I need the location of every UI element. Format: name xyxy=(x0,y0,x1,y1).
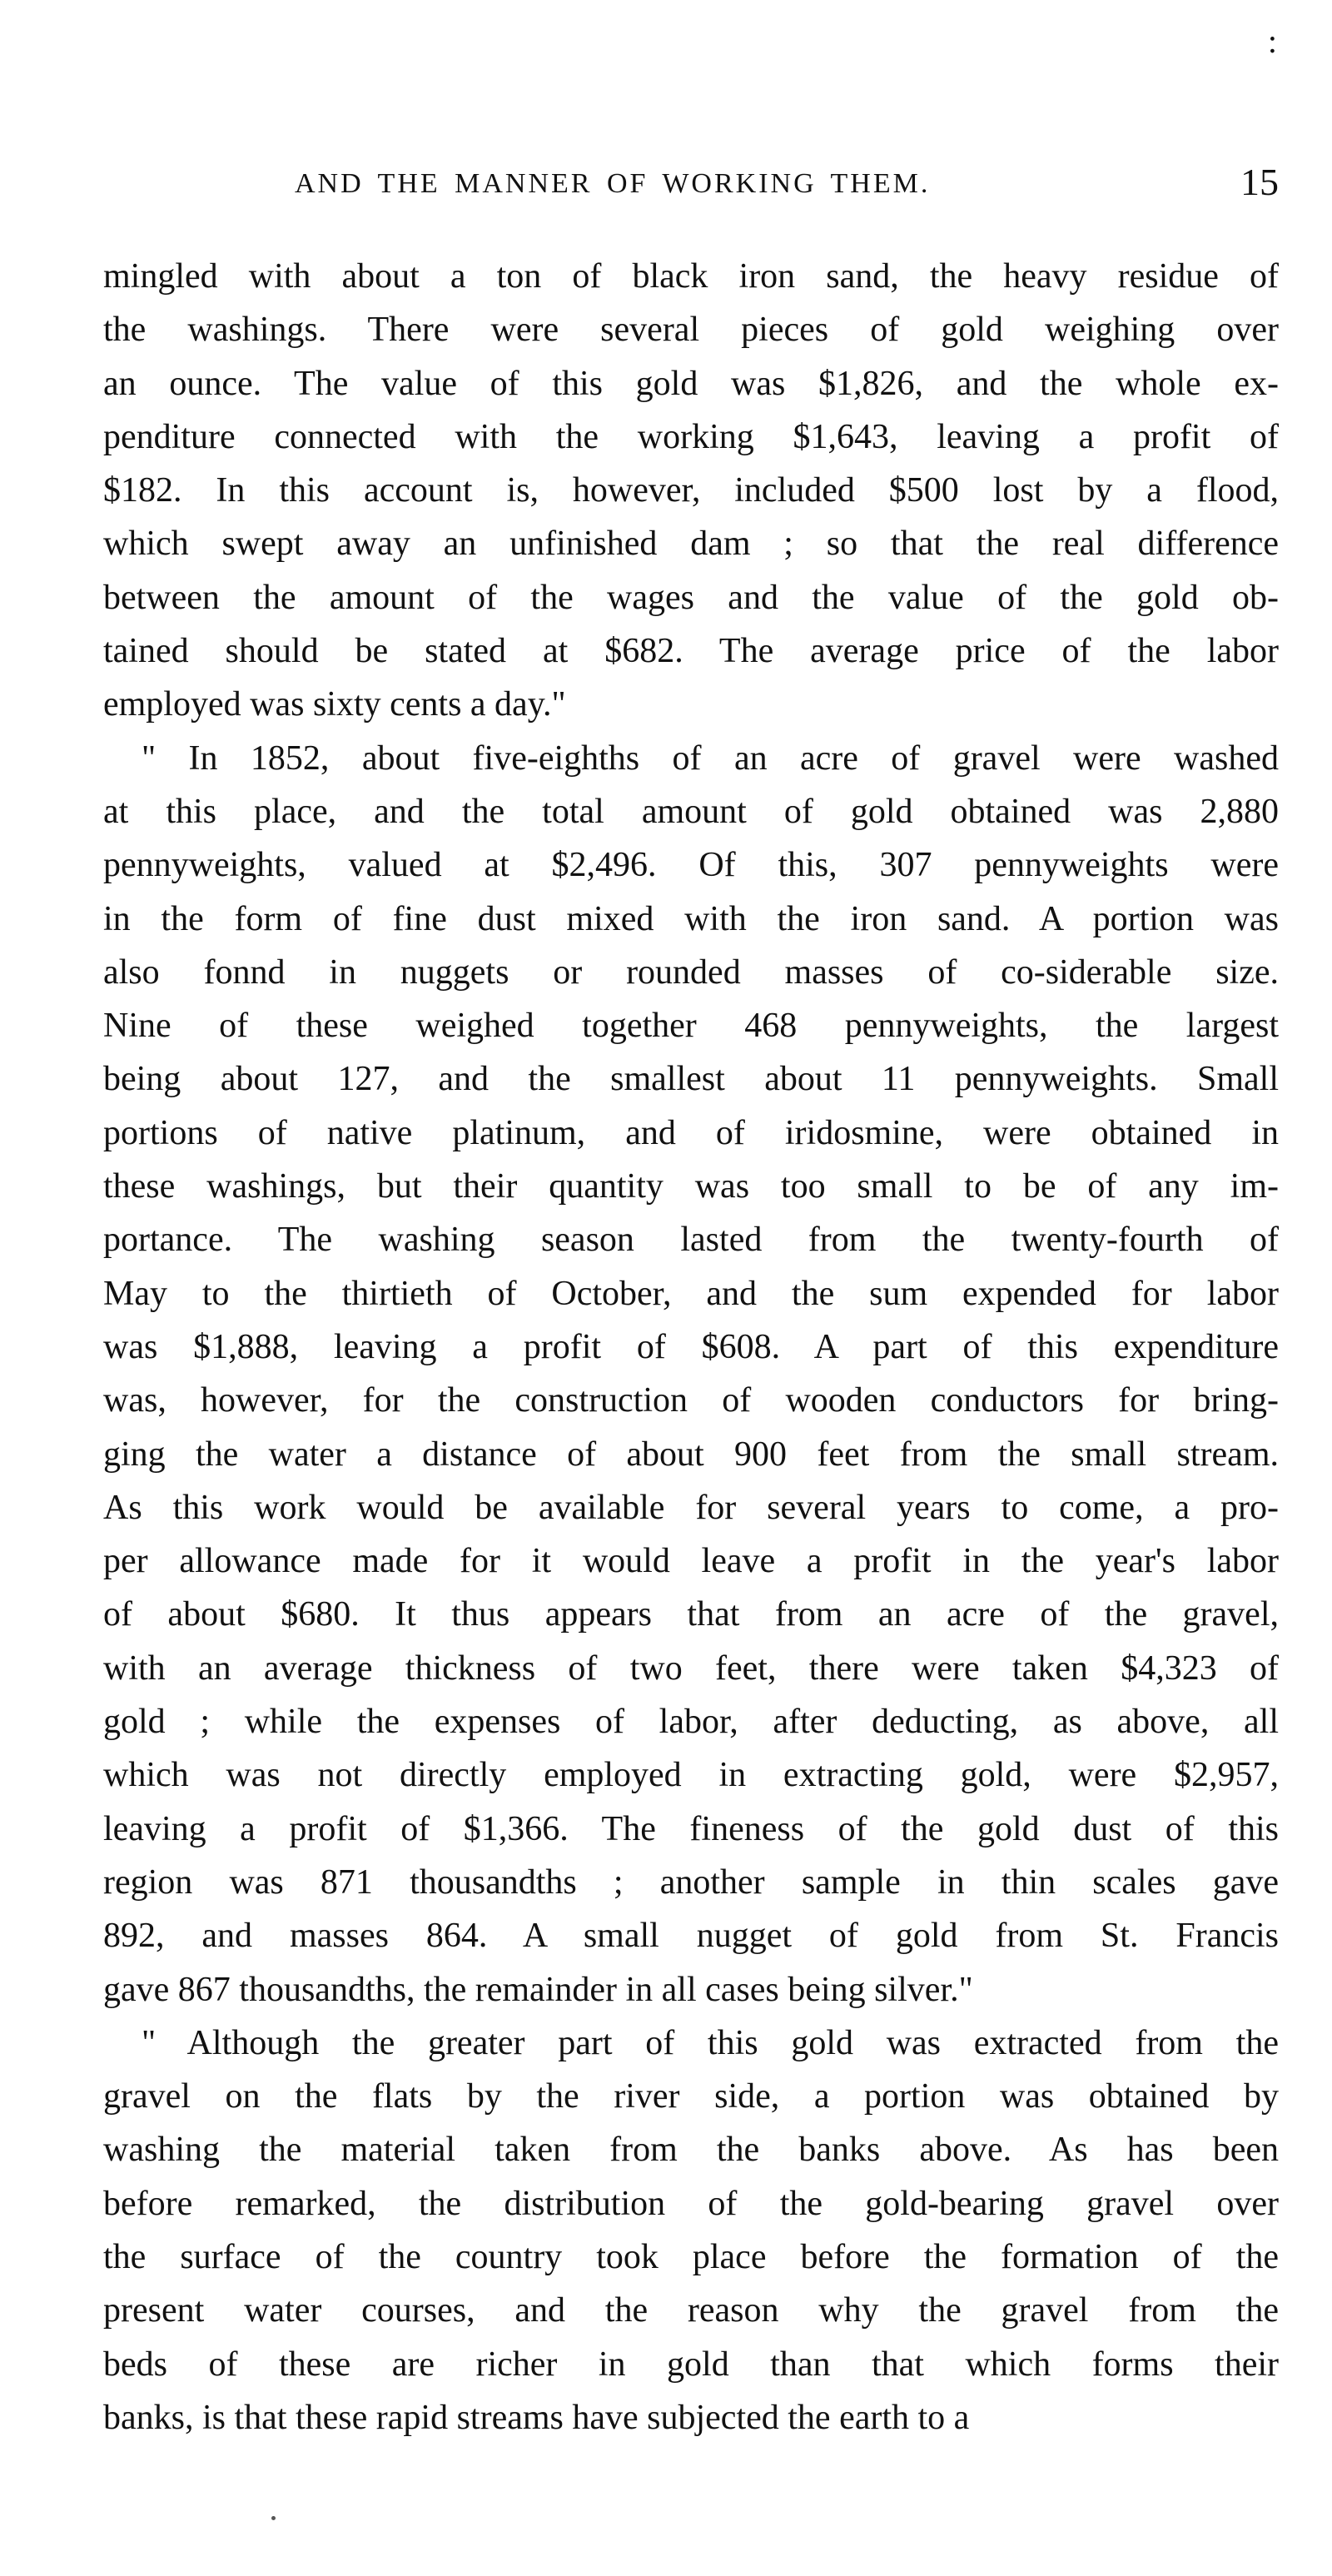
paragraph xyxy=(103,732,1279,2017)
text-line: beds of these are richer in gold than that which forms their xyxy=(103,2345,1279,2384)
text-line: 892, and masses 864. A small nugget of gold from St. Francis xyxy=(103,1917,1279,1956)
text-line: May to the thirtieth of October, and the sum expended for labor xyxy=(103,1274,1279,1313)
text-line: present water courses, and the reason why the gravel from the xyxy=(103,2291,1279,2330)
text-line: Nine of these weighed together 468 pennyweights, the largest xyxy=(103,1007,1279,1046)
text-line: ging the water a distance of about 900 feet from the small stream. xyxy=(103,1435,1279,1474)
text-line: at this place, and the total amount of gold obtained was 2,880 xyxy=(103,792,1279,831)
text-line: was, however, for the construction of wooden conductors for bring- xyxy=(103,1381,1279,1420)
paragraph xyxy=(103,250,1279,732)
text-line: leaving a profit of $1,366. The fineness of the gold dust of this xyxy=(103,1809,1279,1848)
page-number: 15 xyxy=(1240,161,1279,203)
running-title: AND THE MANNER OF WORKING THEM. xyxy=(295,168,931,199)
text-line: the washings. There were several pieces of gold weighing over xyxy=(103,311,1279,350)
paragraph xyxy=(103,2017,1279,2444)
text-line: penditure connected with the working $1,643, leaving a profit of xyxy=(103,417,1279,456)
text-line: the surface of the country took place before the formation of the xyxy=(103,2237,1279,2276)
text-line: which swept away an unfinished dam ; so that the real difference xyxy=(103,525,1279,564)
text-line: As this work would be available for several years to come, a pro- xyxy=(103,1488,1279,1527)
text-line: pennyweights, valued at $2,496. Of this, 307 pennyweights were xyxy=(103,846,1279,885)
text-line: washing the material taken from the banks above. As has been xyxy=(103,2131,1279,2170)
text-line: mingled with about a ton of black iron sand, the heavy residue of xyxy=(103,257,1279,296)
text-line: gave 867 thousandths, the remainder in all cases being silver." xyxy=(103,1970,973,2009)
text-line: these washings, but their quantity was too small to be of any im- xyxy=(103,1167,1279,1206)
corner-mark: : xyxy=(1267,22,1277,60)
text-line: between the amount of the wages and the value of the gold ob- xyxy=(103,578,1279,617)
running-head xyxy=(103,163,1279,213)
text-line: gold ; while the expenses of labor, after deducting, as above, all xyxy=(103,1703,1279,1742)
text-line: employed was sixty cents a day." xyxy=(103,685,566,724)
text-line: gravel on the flats by the river side, a portion was obtained by xyxy=(103,2077,1279,2116)
text-line: also fonnd in nuggets or rounded masses of co-siderable size. xyxy=(103,952,1279,992)
text-line: tained should be stated at $682. The average price of the labor xyxy=(103,632,1279,671)
text-line: portance. The washing season lasted from the twenty-fourth of xyxy=(103,1221,1279,1260)
text-line: with an average thickness of two feet, there were taken $4,323 of xyxy=(103,1649,1279,1688)
stray-dot xyxy=(271,2516,276,2520)
text-line: " Although the greater part of this gold was extracted from the xyxy=(142,2023,1279,2062)
text-line: being about 127, and the smallest about 11 pennyweights. Small xyxy=(103,1060,1279,1099)
text-line: region was 871 thousandths ; another sample in thin scales gave xyxy=(103,1862,1279,1902)
body-text xyxy=(103,250,1279,2444)
text-line: before remarked, the distribution of the gold-bearing gravel over xyxy=(103,2184,1279,2223)
text-line: in the form of fine dust mixed with the iron sand. A portion was xyxy=(103,899,1279,938)
text-line: per allowance made for it would leave a profit in the year's labor xyxy=(103,1542,1279,1581)
text-line: portions of native platinum, and of iridosmine, were obtained in xyxy=(103,1113,1279,1152)
text-line: banks, is that these rapid streams have subjected the earth to a xyxy=(103,2398,970,2437)
text-line: $182. In this account is, however, included $500 lost by a flood, xyxy=(103,471,1279,510)
text-line: of about $680. It thus appears that from an acre of the gravel, xyxy=(103,1595,1279,1634)
text-line: which was not directly employed in extracting gold, were $2,957, xyxy=(103,1756,1279,1795)
text-line: " In 1852, about five-eighths of an acre of gravel were washed xyxy=(142,738,1279,778)
text-line: an ounce. The value of this gold was $1,826, and the whole ex- xyxy=(103,364,1279,403)
text-line: was $1,888, leaving a profit of $608. A part of this expenditure xyxy=(103,1327,1279,1366)
